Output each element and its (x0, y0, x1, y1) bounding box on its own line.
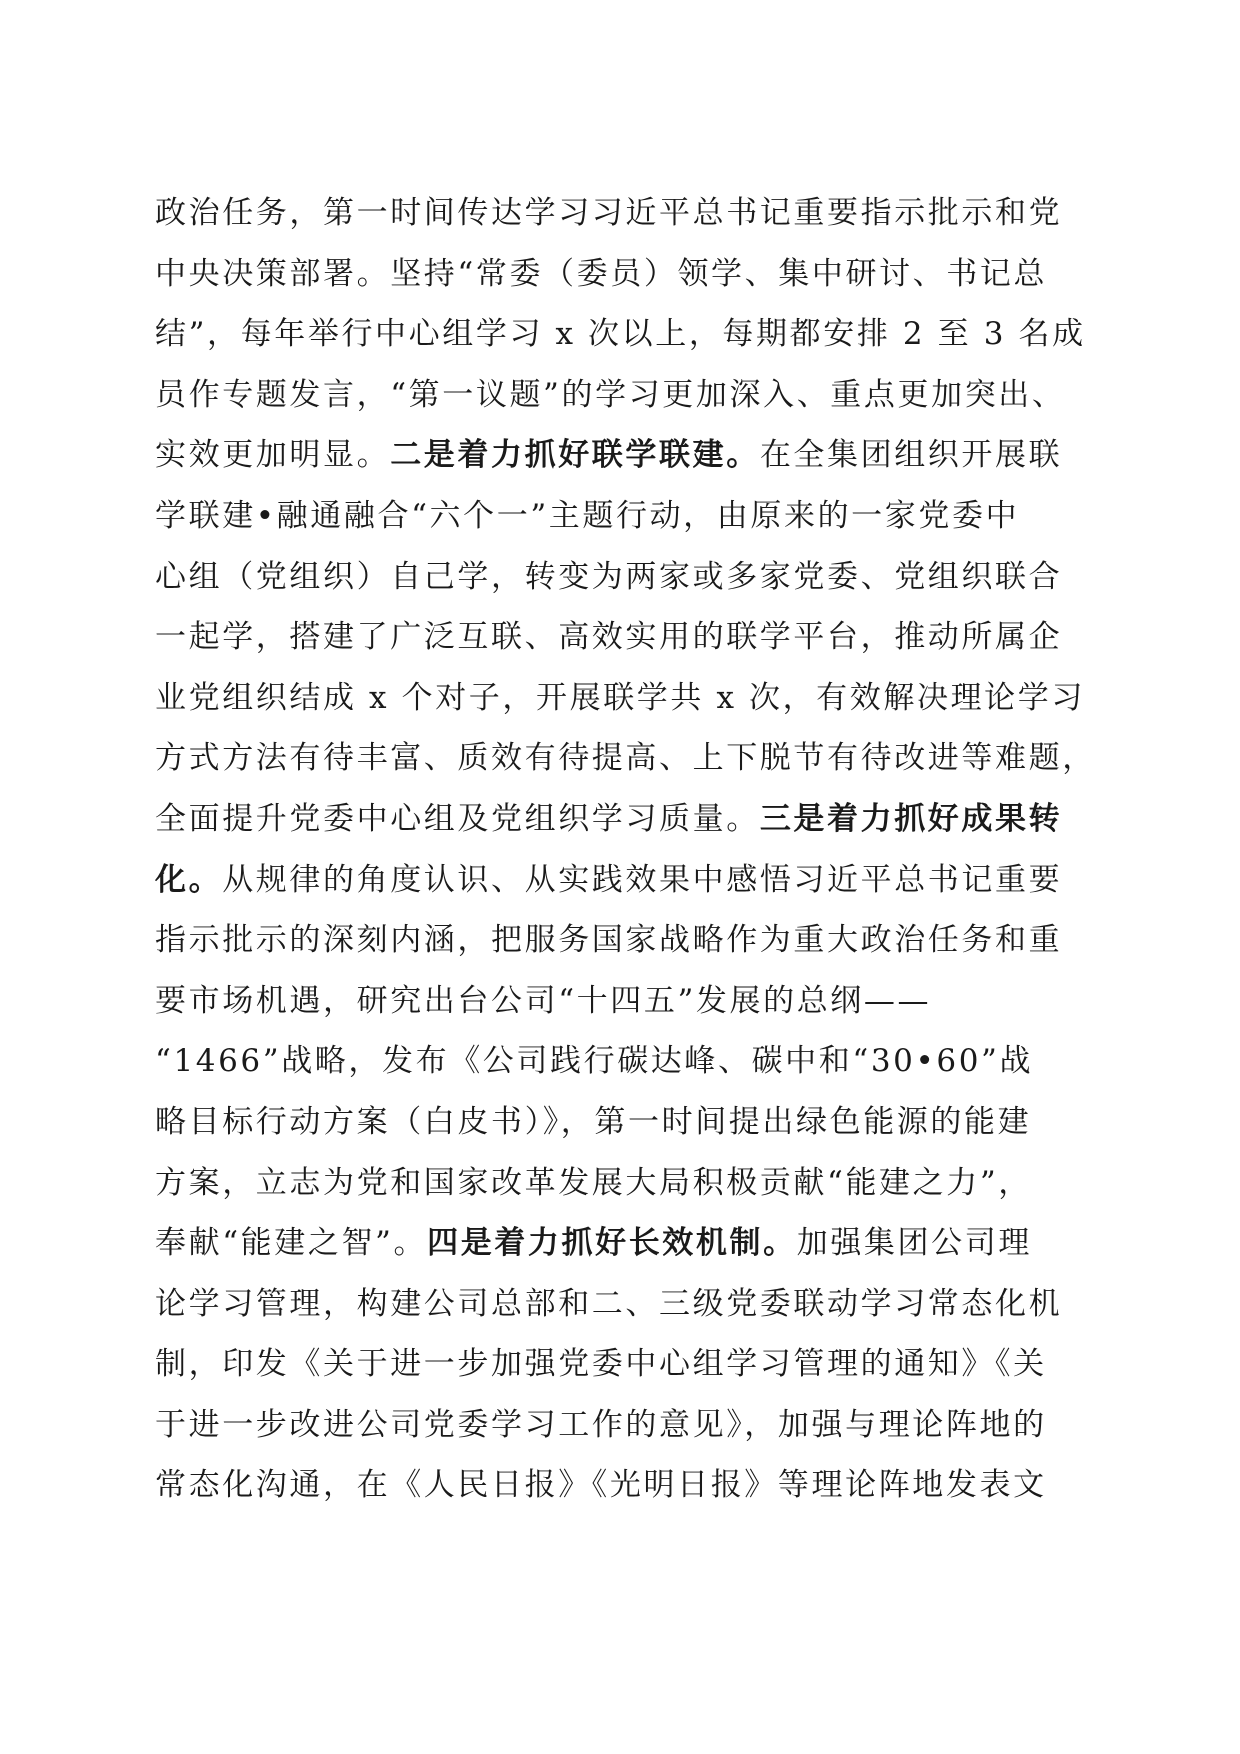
text-segment: 心组（党组织）自己学，转变为两家或多家党委、党组织联合 (155, 558, 1063, 595)
text-segment: 方案，立志为党和国家改革发展大局积极贡献“能建之力”， (155, 1164, 1032, 1201)
text-segment: 指示批示的深刻内涵，把服务国家战略作为重大政治任务和重 (155, 922, 1063, 959)
text-segment: 学联建•融通融合“六个一”主题行动，由原来的一家党委中 (155, 497, 1020, 534)
text-segment: 常态化沟通，在《人民日报》《光明日报》等理论阵地发表文 (155, 1467, 1047, 1504)
body-text (155, 183, 1096, 1516)
text-segment: 在全集团组织开展联 (759, 437, 1063, 474)
text-segment: 中央决策部署。坚持“常委（委员）领学、集中研讨、书记总 (155, 255, 1048, 292)
text-segment: 奉献“能建之智”。 (155, 1225, 428, 1262)
text-segment: 制，印发《关于进一步加强党委中心组学习管理的通知》《关 (155, 1346, 1047, 1383)
text-line (155, 1213, 1085, 1274)
text-line (155, 789, 1085, 850)
text-line (155, 1153, 1085, 1214)
text-line (155, 304, 1085, 365)
text-segment: 要市场机遇，研究出台公司“十四五”发展的总纲—— (155, 982, 932, 1019)
text-segment: “1466”战略，发布《公司践行碳达峰、碳中和“30•60”战 (155, 1043, 1034, 1080)
bold-heading-segment: 二是着力抓好联学联建。 (390, 437, 760, 474)
text-line (155, 1455, 1085, 1516)
text-line (155, 244, 1085, 305)
text-segment: 略目标行动方案（白皮书）》，第一时间提出绿色能源的能建 (155, 1103, 1032, 1140)
text-line (155, 850, 1085, 911)
text-line (155, 1092, 1085, 1153)
text-line (155, 971, 1085, 1032)
text-line (155, 668, 1085, 729)
text-line (155, 425, 1085, 486)
text-segment: 论学习管理，构建公司总部和二、三级党委联动学习常态化机 (155, 1285, 1063, 1322)
text-segment: 实效更加明显。 (155, 437, 391, 474)
bold-heading-segment: 四是着力抓好长效机制。 (427, 1225, 797, 1262)
bold-heading-segment: 三是着力抓好成果转 (759, 800, 1063, 837)
text-line (155, 1334, 1085, 1395)
text-line (155, 1274, 1085, 1335)
bold-heading-segment: 化。 (155, 861, 223, 898)
text-segment: 结”，每年举行中心组学习 x 次以上，每期都安排 2 至 3 名成 (155, 316, 1086, 353)
text-segment: 于进一步改进公司党委学习工作的意见》，加强与理论阵地的 (155, 1406, 1047, 1443)
text-segment: 从规律的角度认识、从实践效果中感悟习近平总书记重要 (222, 861, 1063, 898)
text-segment: 全面提升党委中心组及党组织学习质量。 (155, 800, 760, 837)
text-segment: 员作专题发言，“第一议题”的学习更加深入、重点更加突出、 (155, 376, 1066, 413)
text-line (155, 910, 1085, 971)
text-segment: 加强集团公司理 (796, 1225, 1032, 1262)
text-line (155, 183, 1085, 244)
text-line (155, 1031, 1085, 1092)
text-line (155, 486, 1085, 547)
text-line (155, 365, 1085, 426)
text-segment: 政治任务，第一时间传达学习习近平总书记重要指示批示和党 (155, 195, 1063, 231)
text-segment: 方式方法有待丰富、质效有待提高、上下脱节有待改进等难题， (155, 740, 1096, 777)
text-segment: 一起学，搭建了广泛互联、高效实用的联学平台，推动所属企 (155, 619, 1063, 656)
text-line (155, 1395, 1085, 1456)
text-segment: 业党组织结成 x 个对子，开展联学共 x 次，有效解决理论学习 (155, 679, 1085, 716)
text-line (155, 547, 1085, 608)
text-line (155, 607, 1085, 668)
text-line (155, 728, 1096, 789)
